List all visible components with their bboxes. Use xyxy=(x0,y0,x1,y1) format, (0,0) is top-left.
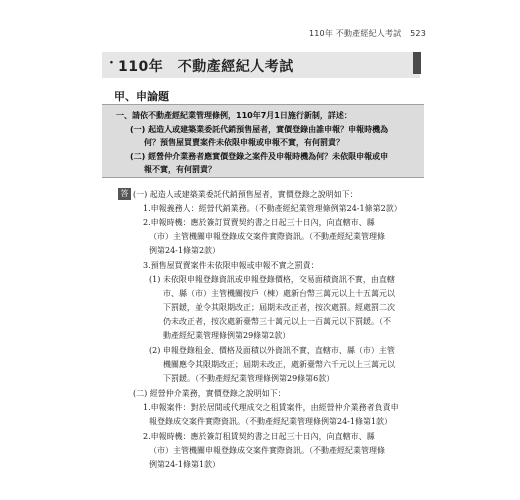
answer-line: 例第24-1條第1款） xyxy=(149,460,221,469)
running-header xyxy=(309,28,426,39)
answer-line: （市）主管機關申報登錄成交案件實際資訊。（不動產經紀業管理條 xyxy=(149,446,385,455)
answer-line: 報登錄成交案件實際資訊。（不動產經紀業管理條例第24-1條第1款） xyxy=(149,417,393,426)
question-line: (一) 起造人或建築業委託代銷預售屋者，實價登錄由誰申報？申報時機為 xyxy=(130,125,389,134)
answer-line: 下罰鍰，並令其限期改正；屆期未改正者，按次處罰。經處罰二次 xyxy=(163,303,395,312)
question-box xyxy=(102,104,424,178)
chapter-title: 110年 不動產經紀人考試 xyxy=(118,59,294,75)
answer-line: 市、縣（市）主管機關按戶（棟）處新台幣三萬元以上十五萬元以 xyxy=(163,289,395,298)
answer-line: （市）主管機關申報登錄成交案件實際資訊。（不動產經紀業管理條 xyxy=(149,232,385,241)
answer-line: 2.申報時機：應於簽訂買賣契約書之日起三十日內，向直轄市、縣 xyxy=(143,218,375,227)
question-line: 報不實，有何罰責？ xyxy=(144,165,216,174)
question-line: (二) 經營仲介業務者應實價登錄之案件及申報時機為何？未依限申報或申 xyxy=(130,152,389,161)
answer-line: (1) 未依限申報登錄資訊或申報登錄價格，交易面積資訊不實，由直轄 xyxy=(149,275,395,284)
answer-line: 3.預售屋買賣案件未依限申報或申報不實之罰責： xyxy=(143,261,319,270)
answer-line: 例第24-1條第2款） xyxy=(149,246,221,255)
page-number: 523 xyxy=(410,29,426,38)
answer-line: (二) 經營仲介業務，實價登錄之說明如下： xyxy=(133,389,286,398)
answer-icon: 答 xyxy=(118,188,131,200)
answer-line: (一) 起造人或建築業委託代銷預售屋者，實價登錄之說明如下： xyxy=(133,190,358,199)
question-line: 一、請依不動產經紀業管理條例，110年7月1日施行新制，詳述： xyxy=(116,111,352,120)
answer-line: 動產經紀業管理條例第29條第2款） xyxy=(163,331,291,340)
answer-line: 機關應令其限期改正；屆期未改正，處新臺幣六千元以上三萬元以 xyxy=(163,360,395,369)
question-line: 何？預售屋買賣案件未依限申報或申報不實，有何罰責？ xyxy=(144,138,344,147)
answer-line: 2.申報時機：應於簽訂租賃契約書之日起三十日內，向直轄市、縣 xyxy=(143,432,375,441)
answer-line: (2) 申報登錄租金、價格及面積以外資訊不實，直轄市、縣（市）主管 xyxy=(149,346,395,355)
answer-line: 仍未改正者，按次處新臺幣三十萬元以上一百萬元以下罰鍰。（不 xyxy=(163,317,391,326)
chapter-bullet: · xyxy=(109,55,114,71)
answer-line: 下罰鍰。（不動產經紀業管理條例第29條第6款） xyxy=(163,374,335,383)
running-header-title: 110年 不動產經紀人考試 xyxy=(308,29,402,38)
answer-line: 1.申報義務人：經營代銷業務。（不動產經紀業管理條例第24-1條第2款） xyxy=(143,204,402,213)
chapter-banner xyxy=(102,52,420,78)
section-heading: 甲、申論題 xyxy=(114,90,169,103)
chapter-tab-marker xyxy=(413,52,421,74)
answer-line: 1.申報案件：對於居間或代理成交之租賃案件，由經營仲介業務者負責申 xyxy=(143,403,399,412)
